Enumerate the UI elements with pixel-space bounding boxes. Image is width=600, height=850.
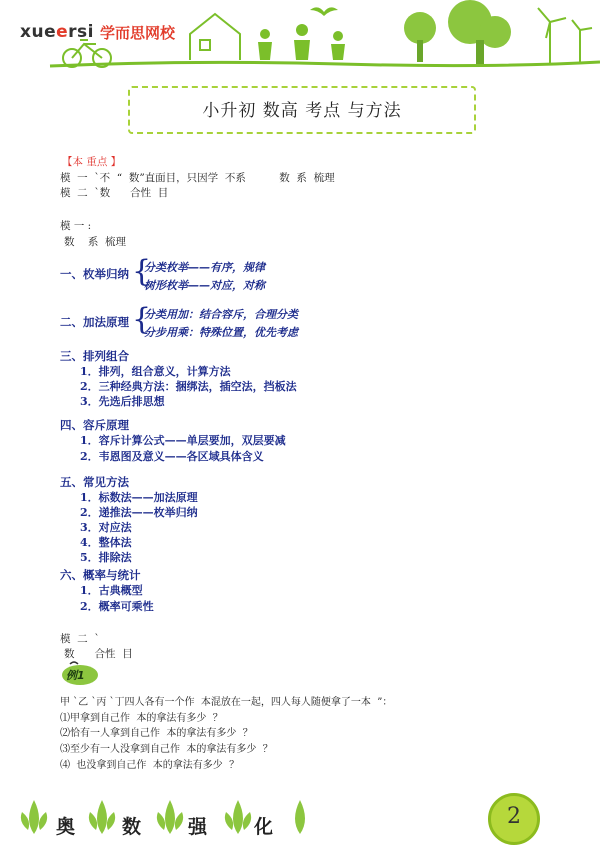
list-item: 3．先选后排思想	[80, 395, 165, 408]
list-item: 1．古典概型	[80, 584, 143, 597]
list-item: 2．概率可乘性	[80, 600, 154, 613]
question: ⑴甲拿到自己作 本的拿法有多少 ？	[60, 713, 223, 724]
question: ⑶至少有一人没拿到自己作 本的拿法有多少 ？	[60, 744, 273, 755]
list-item: 2．三种经典方法：捆绑法，插空法，挡板法	[80, 380, 297, 393]
key-points-label: 【本 重点 】	[62, 156, 122, 168]
brace-icon: {	[132, 302, 152, 337]
list-item: 3．对应法	[80, 521, 132, 534]
intro-line-2: 模 二 `数 合性 目	[60, 187, 169, 199]
tree-icon	[404, 0, 511, 64]
example-stem: 甲 `乙 `丙 `丁四人各有一个作 本混放在一起，四人每人随便拿了一本 ”：	[60, 697, 393, 708]
section-title: 五、常见方法	[60, 475, 129, 489]
page-number-badge	[488, 793, 540, 845]
bird-icon	[310, 7, 338, 16]
module-2-subtitle: 数 合性 目	[64, 648, 133, 660]
section-title: 三、排列组合	[60, 349, 129, 363]
page-title: 小升初 数高 考点 与方法	[202, 101, 402, 121]
footer-word: 化	[254, 816, 274, 838]
module-1-heading: 模 一 :	[60, 220, 92, 232]
page-number: 2	[507, 804, 521, 829]
section-title: 四、容斥原理	[60, 418, 129, 432]
header-illustration	[40, 0, 600, 80]
section-title: 二、加法原理	[60, 315, 129, 329]
footer-word: 奥	[56, 816, 76, 838]
windmill-icon	[538, 8, 592, 64]
list-item: 1．容斥计算公式——单层要加，双层要减	[80, 434, 286, 447]
question: ⑵恰有一人拿到自己作 本的拿法有多少 ？	[60, 728, 253, 739]
list-item: 1．排列，组合意义，计算方法	[80, 365, 231, 378]
list-item: 2．韦恩图及意义——各区域具体含义	[80, 450, 264, 463]
house-icon	[190, 14, 240, 60]
people-icon	[258, 24, 345, 60]
list-item: 2．递推法——枚举归纳	[80, 506, 198, 519]
section-title: 一、枚举归纳	[60, 267, 129, 281]
list-item: 5．排除法	[80, 551, 132, 564]
braced-item: 分类用加：结合容斥，合理分类	[144, 308, 298, 321]
braced-item: 树形枚举——对应，对称	[144, 279, 265, 292]
example-badge-label: 例1	[66, 669, 85, 682]
braced-item: 分步用乘：特殊位置，优先考虑	[144, 326, 298, 339]
footer-word: 数	[122, 816, 142, 838]
section-title: 六、概率与统计	[60, 568, 141, 582]
braced-item: 分类枚举——有序，规律	[144, 261, 265, 274]
module-2-heading: 模 二 `	[60, 633, 100, 645]
footer-word: 强	[188, 816, 208, 838]
question: ⑷ 也没拿到自己作 本的拿法有多少 ？	[60, 760, 240, 771]
intro-line-1: 模 一 `不 “ 数”直面目，只因学 不系 数 系 梳理	[60, 172, 335, 184]
list-item: 4．整体法	[80, 536, 132, 549]
list-item: 1．标数法——加法原理	[80, 491, 198, 504]
title-box	[128, 86, 476, 134]
brace-icon: {	[132, 254, 152, 289]
logo-chinese: 学而思网校	[100, 24, 176, 42]
logo-text: xueersi	[20, 22, 94, 42]
module-1-subtitle: 数 系 梳理	[64, 236, 127, 248]
